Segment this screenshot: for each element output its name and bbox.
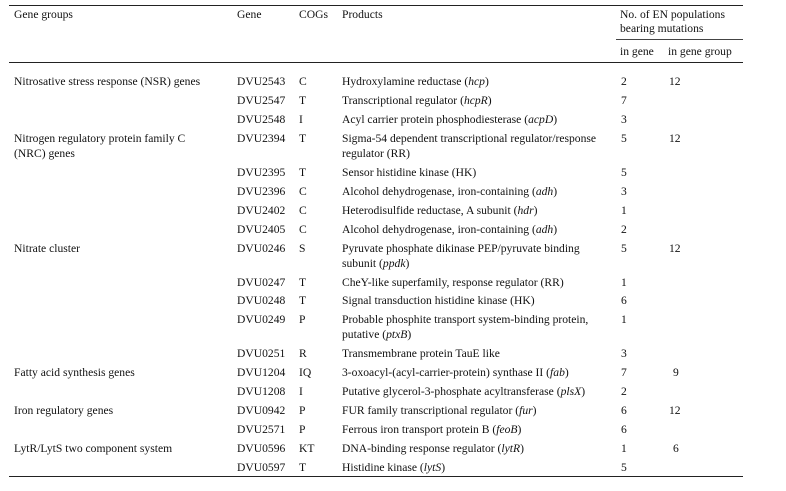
product-name: Hydroxylamine reductase (hcp): [342, 75, 489, 88]
population-count: 5: [621, 461, 627, 474]
cog-code: C: [299, 185, 307, 198]
gene-symbol: hcpR: [463, 94, 488, 107]
gene-id: DVU0596: [237, 442, 286, 455]
population-count: 2: [621, 385, 627, 398]
population-count: 3: [621, 113, 627, 126]
gene-symbol: fab: [550, 366, 565, 379]
cog-code: T: [299, 461, 307, 474]
product-name: Transmembrane protein TauE like: [342, 347, 500, 360]
cog-code: T: [299, 94, 307, 107]
gene-id: DVU2394: [237, 132, 286, 145]
gene-symbol: lytR: [501, 442, 521, 455]
product-name: FUR family transcriptional regulator (fur): [342, 404, 537, 417]
header-in-gene-group: in gene group: [668, 45, 732, 58]
product-name: DNA-binding response regulator (lytR): [342, 442, 524, 455]
cog-code: IQ: [299, 366, 312, 379]
product-name-line2: regulator (RR): [342, 147, 410, 160]
table-header-rule: [9, 62, 743, 63]
header-gene-groups: Gene groups: [14, 8, 73, 21]
gene-id: DVU0597: [237, 461, 286, 474]
gene-id: DVU0942: [237, 404, 286, 417]
gene-symbol: lytS: [423, 461, 442, 474]
group-name: Fatty acid synthesis genes: [14, 366, 135, 379]
gene-symbol: hcp: [468, 75, 485, 88]
product-name: Histidine kinase (lytS): [342, 461, 446, 474]
cog-code: P: [299, 423, 306, 436]
gene-id: DVU0248: [237, 294, 286, 307]
group-name: Nitrosative stress response (NSR) genes: [14, 75, 201, 88]
table-top-rule: [9, 5, 743, 6]
gene-symbol: fur: [519, 404, 533, 417]
gene-symbol: ppdk: [382, 257, 406, 270]
gene-symbol: acpD: [528, 113, 554, 126]
group-count: 12: [669, 404, 681, 417]
cog-code: P: [299, 313, 306, 326]
product-name: Acyl carrier protein phosphodiesterase (acpD): [342, 113, 558, 126]
group-count: 12: [669, 75, 681, 88]
population-count: 1: [621, 442, 627, 455]
population-count: 1: [621, 204, 627, 217]
cog-code: S: [299, 242, 306, 255]
cog-code: C: [299, 204, 307, 217]
gene-id: DVU1204: [237, 366, 286, 379]
group-count: 6: [673, 442, 679, 455]
gene-symbol: plsX: [560, 385, 582, 398]
product-name-line2: subunit (ppdk): [342, 257, 410, 270]
cog-code: C: [299, 223, 307, 236]
population-count: 6: [621, 423, 627, 436]
population-count: 5: [621, 242, 627, 255]
gene-symbol: adh: [535, 223, 554, 236]
population-count: 5: [621, 132, 627, 145]
product-name: Probable phosphite transport system-binding protein,: [342, 313, 589, 326]
gene-id: DVU0249: [237, 313, 286, 326]
mutations-subheader-rule: [616, 39, 743, 40]
group-name: Nitrate cluster: [14, 242, 80, 255]
product-name: Transcriptional regulator (hcpR): [342, 94, 492, 107]
gene-id: DVU0251: [237, 347, 286, 360]
gene-id: DVU2543: [237, 75, 286, 88]
gene-id: DVU1208: [237, 385, 286, 398]
cog-code: P: [299, 404, 306, 417]
population-count: 3: [621, 185, 627, 198]
product-name: Putative glycerol-3-phosphate acyltransferase (plsX): [342, 385, 586, 398]
header-mutations-line1: No. of EN populations: [620, 8, 725, 21]
group-name: LytR/LytS two component system: [14, 442, 173, 455]
gene-id: DVU0246: [237, 242, 286, 255]
header-gene: Gene: [237, 8, 262, 21]
cog-code: T: [299, 166, 307, 179]
product-name: Ferrous iron transport protein B (feoB): [342, 423, 522, 436]
gene-symbol: hdr: [517, 204, 534, 217]
gene-id: DVU2571: [237, 423, 286, 436]
population-count: 1: [621, 276, 627, 289]
product-name-line2: putative (ptxB): [342, 328, 412, 341]
gene-id: DVU2395: [237, 166, 286, 179]
population-count: 2: [621, 223, 627, 236]
cog-code: I: [299, 113, 303, 126]
header-cogs: COGs: [299, 8, 328, 21]
population-count: 2: [621, 75, 627, 88]
product-name: Signal transduction histidine kinase (HK): [342, 294, 535, 307]
population-count: 3: [621, 347, 627, 360]
product-name: Sigma-54 dependent transcriptional regulator/response: [342, 132, 597, 145]
header-mutations-line2: bearing mutations: [620, 22, 704, 35]
cog-code: T: [299, 132, 307, 145]
gene-id: DVU2405: [237, 223, 286, 236]
gene-symbol: adh: [535, 185, 554, 198]
table-bottom-rule: [9, 476, 743, 477]
product-name: 3-oxoacyl-(acyl-carrier-protein) synthase II (fab): [342, 366, 569, 379]
population-count: 1: [621, 313, 627, 326]
gene-id: DVU0247: [237, 276, 286, 289]
cog-code: C: [299, 75, 307, 88]
gene-symbol: ptxB: [386, 328, 408, 341]
population-count: 6: [621, 404, 627, 417]
population-count: 7: [621, 94, 627, 107]
product-name: Pyruvate phosphate dikinase PEP/pyruvate binding: [342, 242, 580, 255]
group-count: 12: [669, 132, 681, 145]
product-name: Heterodisulfide reductase, A subunit (hdr): [342, 204, 538, 217]
product-name: CheY-like superfamily, response regulator (RR): [342, 276, 564, 289]
population-count: 7: [621, 366, 627, 379]
gene-id: DVU2548: [237, 113, 286, 126]
group-name: Iron regulatory genes: [14, 404, 114, 417]
header-products: Products: [342, 8, 383, 21]
cog-code: KT: [299, 442, 315, 455]
population-count: 5: [621, 166, 627, 179]
product-name: Sensor histidine kinase (HK): [342, 166, 477, 179]
cog-code: R: [299, 347, 307, 360]
gene-id: DVU2396: [237, 185, 286, 198]
population-count: 6: [621, 294, 627, 307]
group-count: 9: [673, 366, 679, 379]
group-name: Nitrogen regulatory protein family C: [14, 132, 186, 145]
gene-id: DVU2402: [237, 204, 286, 217]
group-name-line2: (NRC) genes: [14, 147, 75, 160]
cog-code: T: [299, 294, 307, 307]
product-name: Alcohol dehydrogenase, iron-containing (adh): [342, 223, 558, 236]
cog-code: I: [299, 385, 303, 398]
cog-code: T: [299, 276, 307, 289]
group-count: 12: [669, 242, 681, 255]
header-in-gene: in gene: [620, 45, 654, 58]
gene-id: DVU2547: [237, 94, 286, 107]
product-name: Alcohol dehydrogenase, iron-containing (adh): [342, 185, 558, 198]
gene-symbol: feoB: [496, 423, 518, 436]
